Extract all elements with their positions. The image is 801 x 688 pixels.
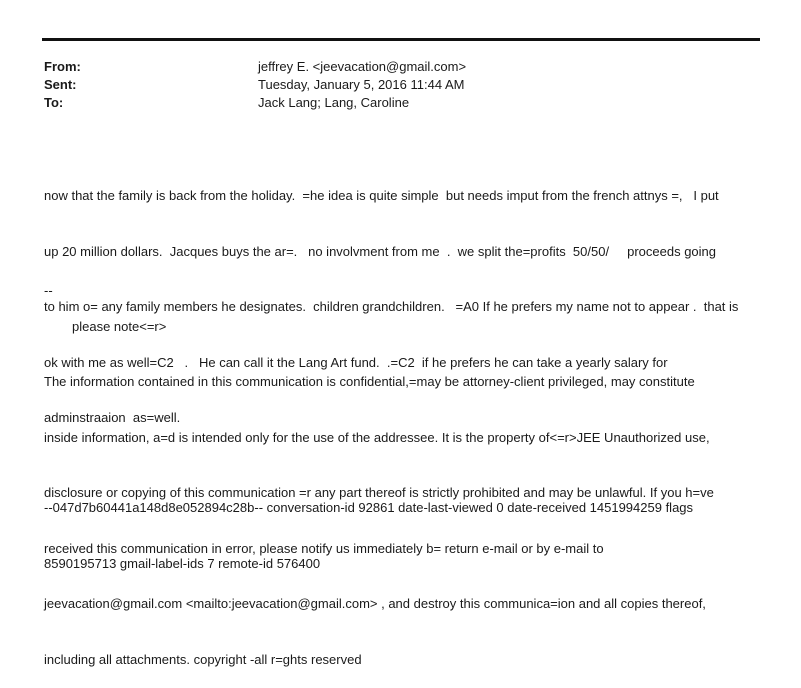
metadata-line: 8590195713 gmail-label-ids 7 remote-id 576400 — [44, 555, 321, 571]
to-value: Jack Lang; Lang, Caroline — [258, 95, 410, 110]
sent-value: Tuesday, January 5, 2016 11:44 AM — [258, 77, 465, 92]
body-line: now that the family is back from the holiday. =he idea is quite simple but needs imput from the french attnys =, I put — [44, 188, 719, 203]
disclaimer-line: including all attachments. copyright -all r=ghts reserved — [44, 651, 362, 667]
note-heading: please note<=r> — [72, 319, 167, 334]
from-value: jeffrey E. <jeevacation@gmail.com> — [258, 59, 467, 74]
header-divider — [42, 38, 760, 41]
signature-separator: -- — [44, 283, 53, 298]
disclaimer-line: inside information, a=d is intended only for the use of the addressee. It is the property of<=r>JEE Unauthorized use, — [44, 429, 710, 445]
body-line: to him o= any family members he designates. children grandchildren. =A0 If he prefers my name not to appear . that is — [44, 299, 739, 314]
from-label: From: — [44, 59, 81, 74]
metadata-line: --047d7b60441a148d8e052894c28b-- conversation-id 92861 date-last-viewed 0 date-received 1451994259 flags — [44, 500, 694, 515]
body-line: up 20 million dollars. Jacques buys the ar=. no involvment from me . we split the=profits 50/50/ proceeds going — [44, 243, 717, 259]
sent-label: Sent: — [44, 77, 77, 92]
disclaimer-line: disclosure or copying of this communication =r any part thereof is strictly prohibited and may be unlawful. If you h=ve — [44, 485, 714, 500]
body-line: adminstraaion as=well. — [44, 410, 181, 425]
disclaimer-line: The information contained in this communication is confidential,=may be attorney-client privileged, may constitute — [44, 374, 695, 389]
disclaimer-line: jeevacation@gmail.com <mailto:jeevacation@gmail.com> , and destroy this communica=ion and all copies thereof, — [44, 596, 706, 611]
disclaimer-line: received this communication in error, please notify us immediately b= return e-mail or by e-mail to — [44, 540, 604, 556]
body-line: ok with me as well=C2 . He can call it the Lang Art fund. .=C2 if he prefers he can take a yearly salary for — [44, 354, 668, 370]
to-label: To: — [44, 95, 64, 110]
message-metadata — [44, 462, 764, 592]
